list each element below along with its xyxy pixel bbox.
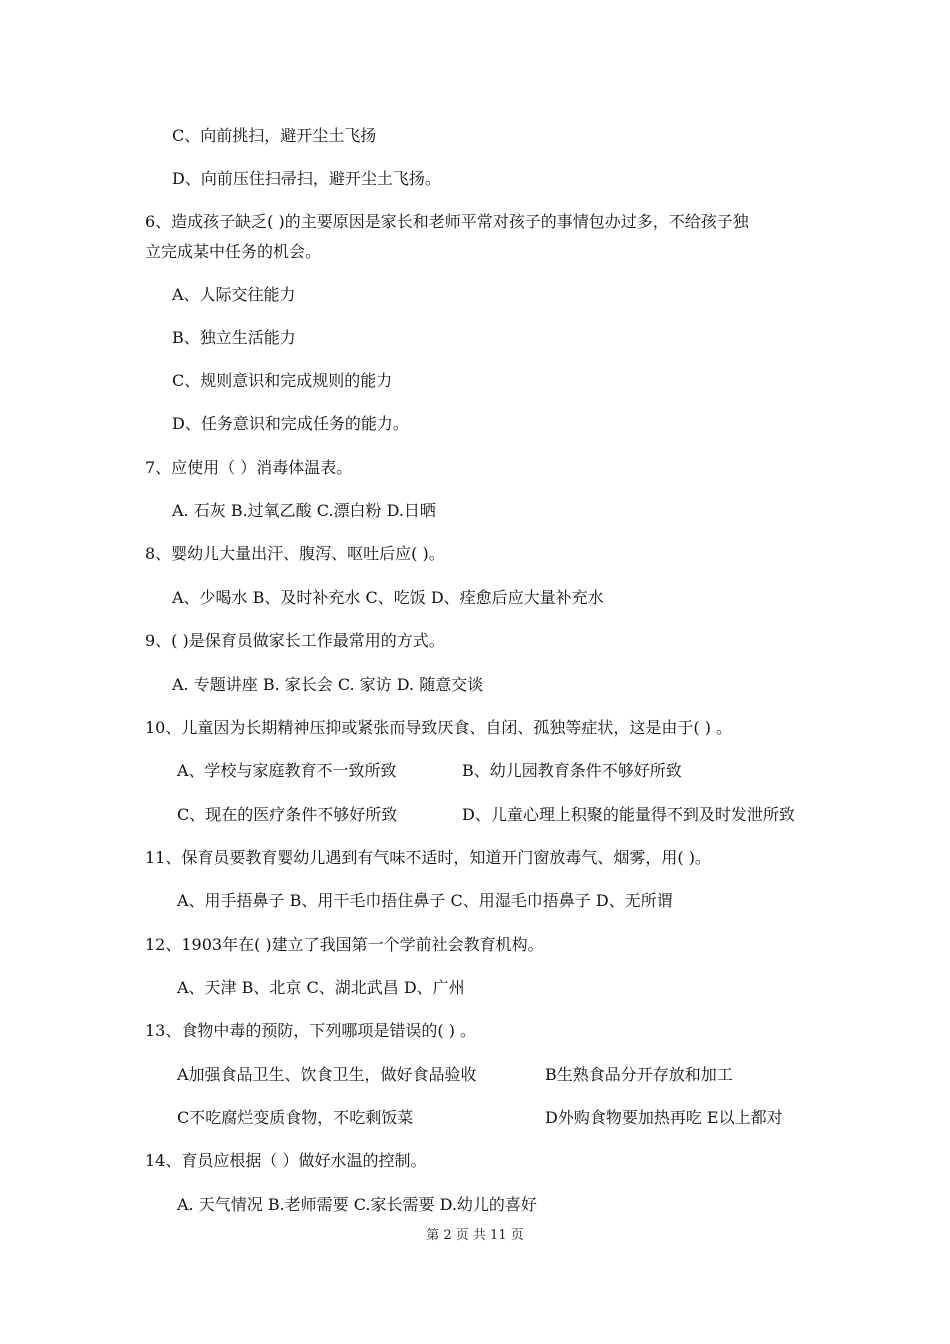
page-footer: 第 2 页 共 11 页 <box>426 1228 524 1243</box>
q6-option-b: B、独立生活能力 <box>172 328 296 347</box>
q7-options: A. 石灰 B.过氧乙酸 C.漂白粉 D.日晒 <box>172 501 436 520</box>
q13-option-a: A加强食品卫生、饮食卫生，做好食品验收 <box>177 1065 477 1084</box>
q12-options: A、天津 B、北京 C、湖北武昌 D、广州 <box>177 978 465 997</box>
q6-stem-line2: 立完成某中任务的机会。 <box>145 242 322 261</box>
q11-stem: 11、保育员要教育婴幼儿遇到有气味不适时，知道开门窗放毒气、烟雾，用( )。 <box>145 848 711 867</box>
q9-options: A. 专题讲座 B. 家长会 C. 家访 D. 随意交谈 <box>172 675 484 694</box>
q13-option-d: D外购食物要加热再吃 E以上都对 <box>545 1108 783 1127</box>
q9-stem: 9、( )是保育员做家长工作最常用的方式。 <box>145 631 445 650</box>
q13-stem: 13、食物中毒的预防，下列哪项是错误的( ) 。 <box>145 1021 477 1040</box>
q10-option-c: C、现在的医疗条件不够好所致 <box>177 805 398 824</box>
q13-option-c: C不吃腐烂变质食物，不吃剩饭菜 <box>177 1108 414 1127</box>
q14-stem: 14、育员应根据（ ）做好水温的控制。 <box>145 1151 427 1170</box>
q5-option-c: C、向前挑扫，避开尘土飞扬 <box>172 126 377 145</box>
q10-option-b: B、幼儿园教育条件不够好所致 <box>462 761 682 780</box>
q10-stem: 10、儿童因为长期精神压抑或紧张而导致厌食、自闭、孤独等症状，这是由于( ) 。 <box>145 718 733 737</box>
q13-option-b: B生熟食品分开存放和加工 <box>545 1065 733 1084</box>
q10-option-a: A、学校与家庭教育不一致所致 <box>177 761 397 780</box>
q11-options: A、用手捂鼻子 B、用干毛巾捂住鼻子 C、用湿毛巾捂鼻子 D、无所谓 <box>177 891 673 910</box>
q10-option-d: D、儿童心理上积聚的能量得不到及时发泄所致 <box>462 805 795 824</box>
q6-stem-line1: 6、造成孩子缺乏( )的主要原因是家长和老师平常对孩子的事情包办过多，不给孩子独 <box>145 212 749 231</box>
q6-option-a: A、人际交往能力 <box>172 285 296 304</box>
q14-options: A. 天气情况 B.老师需要 C.家长需要 D.幼儿的喜好 <box>177 1195 537 1214</box>
q5-option-d: D、向前压住扫帚扫，避开尘土飞扬。 <box>172 169 441 188</box>
q12-stem: 12、1903年在( )建立了我国第一个学前社会教育机构。 <box>145 935 544 954</box>
q6-option-c: C、规则意识和完成规则的能力 <box>172 371 393 390</box>
q7-stem: 7、应使用（ ）消毒体温表。 <box>145 458 353 477</box>
q6-option-d: D、任务意识和完成任务的能力。 <box>172 414 409 433</box>
q8-stem: 8、婴幼儿大量出汗、腹泻、呕吐后应( )。 <box>145 544 445 563</box>
q8-options: A、少喝水 B、及时补充水 C、吃饭 D、痊愈后应大量补充水 <box>172 588 604 607</box>
